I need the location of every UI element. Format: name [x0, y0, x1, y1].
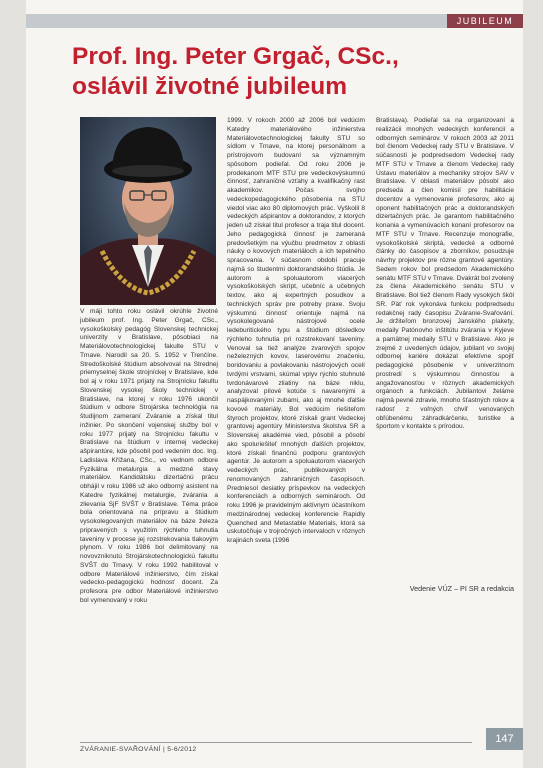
- magazine-page: [26, 0, 523, 768]
- article-signature: Vedenie VÚZ – PI SR a redakcia: [409, 584, 514, 593]
- portrait-illustration: [80, 117, 216, 305]
- footer-divider: [80, 742, 472, 743]
- article-title: [72, 42, 512, 102]
- section-label: JUBILEUM: [447, 14, 523, 28]
- title-line-2: oslávil životné jubileum: [72, 73, 348, 100]
- page-number: 147: [486, 728, 523, 750]
- article-column-2: 1999. V rokoch 2000 až 2006 bol vedúcim Katedry materiálového inžinierstva Materiálovotechnologickej fakulty STU so sídlom v Trnave, na ktorej personálnom a prístrojovom budovaní sa významným spôsobom podieľal. Od roku 2006 je prodekanom MTF STU pre vedeckovýskumnú činnosť, zahraničné vzťahy a kvalifikačný rast akademikov. Počas svojho vedeckopedagogického pôsobenia na STU viedol viac ako 80 diplomových prác. Vyškolil 8 vedeckých ašpirantov a doktorandov, z ktorých jeden už získal titul profesor a traja titul docent. Jeho pedagogická činnosť je zameraná predovšetkým na výučbu predmetov z oblasti náuky o kovových materiáloch a ich tepelného spracovania. V súčasnom období pracuje najmä so študentmi doktorandského štúdia. Je autorom a spoluautorom viacerých vysokoškolských skrípt, učebníc a učebných textov, ako aj expertných posudkov a technických správ pre potreby praxe. Svoju výskumnú činnosť orientuje najmä na vysokolegované nástrojové ocele ledeburitického typu a štúdium dôsledkov rýchleho tuhnutia pri rozstrekovaní taveniny. Venoval sa tiež analýze zvarových spojov neželezných kovov, laserovému značeniu, boridovaniu a povlakovaniu nástrojových ocelí tvrdými vrstvami, skúmal vplyv rýchlo stuhnuté tvrdonávarové zliatiny na báze niklu, analyzoval pílové kotúče s navarenými a naspájkovanými zubami, ako aj mnohé ďalšie kovové materiály. Bol vedúcim riešiteľom štyroch projektov, ktoré získali grant Vedeckej grantovej agentúry Ministerstva školstva SR a Slovenskej akadémie vied, pôsobil a pôsobí ako spoluriešiteľ mnohých ďalších projektov, ktoré získali finančnú podporu grantových agentúr. Je autorom a spoluautorom viacerých vedeckých prác, publikovaných v renomovaných zahraničných časopisoch. Predniesol desiatky príspevkov na vedeckých konferenciách a odborných seminároch. Od roku 1996 je pravidelným aktívnym účastníkom medzinárodnej vedeckej konferencie Rapidly Quenched and Metastable Materials, ktorá sa uskutočňuje v trojročných intervaloch v rôznych krajinách sveta (1996: [227, 117, 365, 544]
- portrait-photo: [80, 117, 216, 305]
- title-line-1: Prof. Ing. Peter Grgač, CSc.,: [72, 43, 399, 70]
- article-column-1: V máji tohto roku oslávil okrúhle životné jubileum prof. Ing. Peter Grgač, CSc., vysokoškolský pedagóg Slovenskej technickej univerzity v Bratislave, pôsobiaci na Materiálovotechnologickej fakulte STU v Trnave. Narodil sa 20. 5. 1952 v Trenčíne. Stredoškolské štúdium absolvoval na Strednej priemyselnej škole strojníckej v Bratislave, kde bol aj v roku 1971 prijatý na Strojnícku fakultu Slovenskej vysokej školy technickej v Bratislave, na ktorej v roku 1976 ukončil štúdium v odbore Strojárska technológia na študijnom zameraní Zváranie a získal titul inžinier. Po skončení vojenskej služby bol v roku 1977 prijatý na Strojnícku fakultu v Bratislave na štúdium v internej vedeckej ašpirantúre, kde pôsobil pod vedením doc. Ing. Ladislava Křížana, CSc., vo vednom odbore Fyzikálna metalurgia a medzné stavy materiálov. Kandidátsku dizertačnú prácu obhájil v roku 1986 už ako odborný asistent na Katedre fyzikálnej metalurgie, zvárania a zlievania SjF SVŠT v Bratislave. Téma práce bola orientovaná na prípravu a štúdium vysokolegovaných materiálov na báze železa pripravených s využitím rýchleho tuhnutia taveniny v procese jej rozstrekovania tlakovým plynom. V roku 1986 bol delimitovaný na novovzniknutú Strojárskotechnologickú fakultu SVŠT do Trnavy. V roku 1992 habilitoval v odbore Materiálové inžinierstvo, čím získal vedecko-pedagogickú hodnosť docent. Za profesora pre odbor Materiálové inžinierstvo bol vymenovaný v roku: [80, 308, 218, 604]
- article-column-3: Bratislava). Podieľal sa na organizovaní a realizácii mnohých vedeckých konferencií a odborných seminárov. V rokoch 2003 až 2011 bol členom Vedeckej rady STU v Bratislave. V súčasnosti je podpredsedom Vedeckej rady MTF STU v Trnave a členom Vedeckej rady Ústavu materiálov a mechaniky strojov SAV v Bratislave. V oblasti materiálov pôsobí ako predseda a člen komisií pre habilitácie docentov a vymenovanie profesorov, ako aj oponent habilitačných prác a doktorandských dizertačných prác. Je garantom habilitačného konania a vymenúvacích konaní profesorov na MTF STU v Trnave. Recenzuje monografie, vysokoškolské skriptá, vedecké a odborné články do časopisov a zborníkov, posudzuje návrhy projektov pre rôzne grantové agentúry. Sedem rokov bol predsedom Akademického senátu MTF STU v Trnave. Dvakrát bol zvolený za člena Akademického senátu STU v Bratislave. Bol tiež členom Rady vysokých škôl SR. Päť rok vykonáva funkciu podpredsedu redakčnej rady časopisu Zváranie-Svařování. Je držiteľom bronzovej Janského plakety, medaily Patónovho inštitútu zvárania v Kyjeve a pamätnej medaily STU v Bratislave. Ako je zrejmé z uvedených údajov, jubilant vo svojej odbornej kariére dokázal efektívne spojiť pedagogické pôsobenie v univerzitnom prostredí s výskumnou činnosťou a angažovanosťou v rôznych akademických orgánoch a funkciách. Jubilantovi želáme najmä pevné zdravie, mnoho šťastných rokov a radosť z voľných chvíľ venovaných obľúbenému záhradkárčeniu, turistike a športom v kontakte s prírodou.: [376, 117, 514, 431]
- journal-footer: ZVÁRANIE-SVAŘOVÁNÍ | 5-6/2012: [80, 746, 197, 753]
